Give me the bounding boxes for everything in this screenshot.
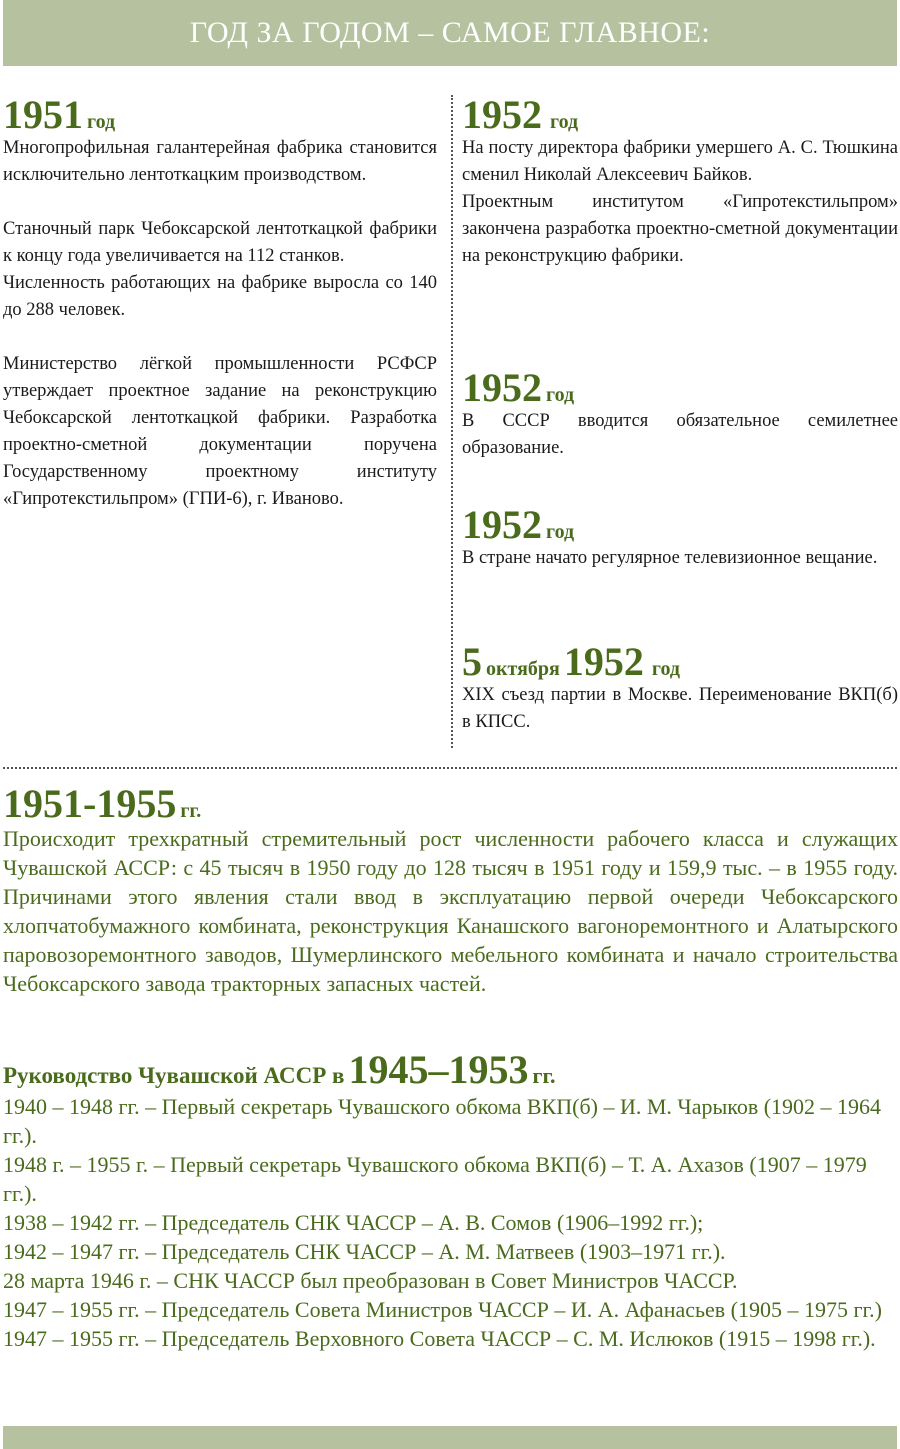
year-number: 1951 <box>3 92 83 137</box>
footer-bar <box>3 1426 897 1449</box>
timeline-entry <box>462 92 898 270</box>
year-suffix: год <box>546 384 575 406</box>
year-heading <box>462 502 898 547</box>
month-label: октября <box>486 658 560 680</box>
year-heading <box>462 639 898 684</box>
year-number: 1952 <box>462 502 542 547</box>
year-range: 1951-1955 <box>3 781 177 826</box>
paragraph: Многопрофильная галантерейная фабрика становится исключительно лентоткацким производством. <box>3 138 437 185</box>
leader-entry: 1947 – 1955 гг. – Председатель Совета Министров ЧАССР – И. А. Афанасьев (1905 – 1975 гг.) <box>3 1297 882 1322</box>
leader-entry: 1942 – 1947 гг. – Председатель СНК ЧАССР – А. М. Матвеев (1903–1971 гг.). <box>3 1239 726 1264</box>
timeline-entry <box>462 639 898 736</box>
section-divider <box>3 767 897 769</box>
year-heading <box>462 365 898 410</box>
left-column <box>3 92 437 513</box>
entry-text: На посту директора фабрики умершего А. С. Тюшкина сменил Николай Алексеевич Байков. <box>462 138 898 185</box>
year-number: 1952 <box>563 639 644 684</box>
year-number: 1952 <box>462 92 542 137</box>
year-heading <box>3 781 898 826</box>
timeline-entry <box>462 502 898 572</box>
year-heading <box>3 92 437 137</box>
year-number: 1952 <box>462 365 542 410</box>
paragraph: Министерство лёгкой промышленности РСФСР утверждает проектное задание на реконструкцию Чебоксарской лентоткацкой фабрики. Разработка проектно-сметной документации поручена Государственному проектному институту «Гипротекстильпром» (ГПИ-6), г. Иваново. <box>3 354 437 509</box>
page-title: ГОД ЗА ГОДОМ – САМОЕ ГЛАВНОЕ: <box>189 16 711 49</box>
leader-entry: 28 марта 1946 г. – СНК ЧАССР был преобразован в Совет Министров ЧАССР. <box>3 1268 738 1293</box>
year-heading <box>462 92 898 137</box>
leader-entry: 1947 – 1955 гг. – Председатель Верховного Совета ЧАССР – С. М. Ислюков (1915 – 1998 гг.). <box>3 1326 876 1351</box>
entry-text: В СССР вводится обязательное семилетнее образование. <box>462 411 898 458</box>
paragraph: Станочный парк Чебоксарской лентоткацкой фабрики к концу года увеличивается на 112 станков. <box>3 219 437 266</box>
leader-entry: 1938 – 1942 гг. – Председатель СНК ЧАССР – А. В. Сомов (1906–1992 гг.); <box>3 1210 704 1235</box>
paragraph: Численность работающих на фабрике выросла со 140 до 288 человек. <box>3 273 437 320</box>
entry-text: Проектным институтом «Гипротекстильпром» закончена разработка проектно-сметной документации на реконструкцию фабрики. <box>462 192 898 266</box>
leadership-title: Руководство Чувашской АССР в <box>3 1063 345 1088</box>
column-divider <box>451 95 453 748</box>
leadership-heading <box>3 1048 898 1092</box>
year-suffix: год <box>651 658 680 680</box>
page-title-banner <box>3 0 897 66</box>
growth-section <box>3 781 898 998</box>
timeline-entry <box>462 365 898 462</box>
leadership-years: 1945–1953 <box>348 1047 529 1092</box>
entry-text: В стране начато регулярное телевизионное вещание. <box>462 548 878 568</box>
year-suffix: год <box>87 111 116 133</box>
day-number: 5 <box>462 639 482 684</box>
leadership-suffix: гг. <box>532 1063 556 1088</box>
entry-text: XIX съезд партии в Москве. Переименование ВКП(б) в КПСС. <box>462 685 898 732</box>
year-suffix: год <box>550 111 579 133</box>
leadership-section <box>3 1048 898 1353</box>
leader-entry: 1940 – 1948 гг. – Первый секретарь Чувашского обкома ВКП(б) – И. М. Чарыков (1902 – 1964 гг.). <box>3 1094 882 1148</box>
leader-entry: 1948 г. – 1955 г. – Первый секретарь Чувашского обкома ВКП(б) – Т. А. Ахазов (1907 – 1979 гг.). <box>3 1152 867 1206</box>
growth-text: Происходит трехкратный стремительный рост численности рабочего класса и служащих Чувашской АССР: с 45 тысяч в 1950 году до 128 тысяч в 1951 году и 159,9 тыс. – в 1955 году. Причинами этого явления стали ввод в эксплуатацию первой очереди Чебоксарского хлопчатобумажного комбината, реконструкция Канашского вагоноремонтного и Алатырского паровозоремонтного заводов, Шумерлинского мебельного комбината и начало строительства Чебоксарского завода тракторных запасных частей. <box>3 826 898 996</box>
year-suffix: год <box>546 521 575 543</box>
year-suffix: гг. <box>180 800 202 822</box>
